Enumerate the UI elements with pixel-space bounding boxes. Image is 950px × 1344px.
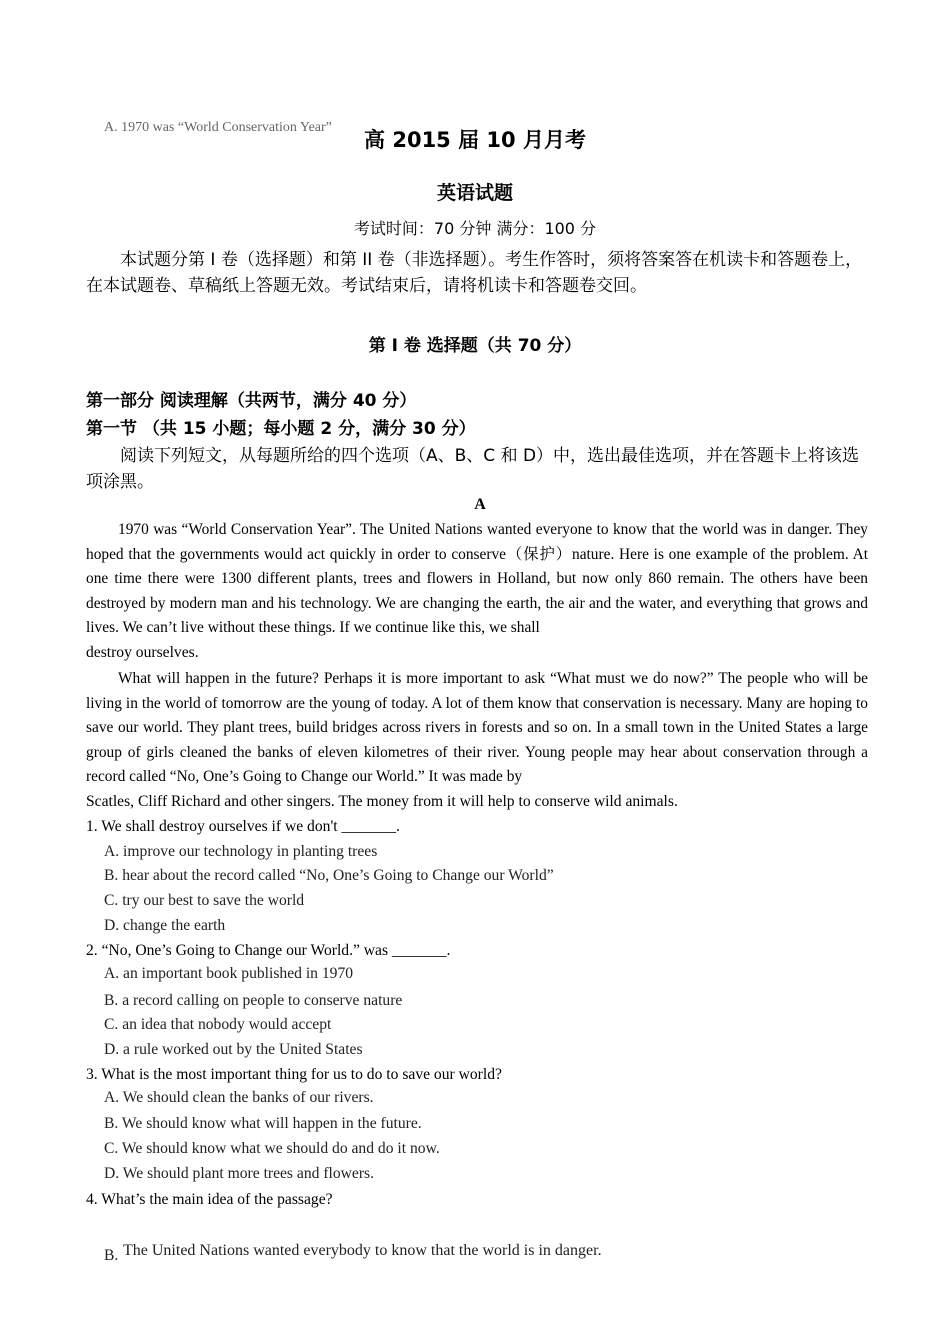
- ghost-option-text: A. 1970 was “World Conservation Year”: [104, 120, 332, 135]
- question-2-option-c: C. an idea that nobody would accept: [104, 1016, 332, 1033]
- question-3-option-d: D. We should plant more trees and flowers.: [104, 1165, 374, 1182]
- question-1-option-a: A. improve our technology in planting trees: [104, 843, 378, 860]
- question-1-option-c: C. try our best to save the world: [104, 892, 305, 909]
- question-1-stem: 1. We shall destroy ourselves if we don't _______.: [86, 818, 400, 835]
- section-title: 第 I 卷 选择题（共 70 分）: [368, 336, 582, 356]
- question-3-option-a: A. We should clean the banks of our rivers.: [104, 1089, 374, 1106]
- question-2-option-d: D. a rule worked out by the United States: [104, 1041, 363, 1058]
- question-2-option-a: A. an important book published in 1970: [104, 965, 354, 982]
- exam-info: 考试时间：70 分钟 满分：100 分: [353, 219, 597, 238]
- passage-paragraph-1: 1970 was “World Conservation Year”. The United Nations wanted everyone to know that the world was in danger. They hoped that the governments would act quickly in order to conserve（保护）nature. Here is one example of the problem. At one time there were 1300 different plants, trees and flowers in Holland, but now only 860 remain. The others have been destroyed by modern man and his technology. We are changing the earth, the air and the water, and everything that grows and lives. We can’t live without these things. If we continue like this, we shall: [86, 521, 868, 637]
- question-4-option-b-text: The United Nations wanted everybody to know that the world is in danger.: [123, 1242, 602, 1259]
- question-3-stem: 3. What is the most important thing for us to do to save our world?: [86, 1066, 502, 1083]
- exam-instructions: 本试题分第 I 卷（选择题）和第 II 卷（非选择题）。考生作答时，须将答案答在机读卡和答题卷上，在本试题卷、草稿纸上答题无效。考试结束后，请将机读卡和答题卷交回。: [86, 250, 863, 296]
- subject-title: 英语试题: [436, 182, 513, 204]
- question-1-option-b: B. hear about the record called “No, One’s Going to Change our World”: [104, 867, 554, 884]
- part-title: 第一部分 阅读理解（共两节，满分 40 分）: [86, 391, 417, 411]
- exam-title: 高 2015 届 10 月月考: [364, 128, 586, 152]
- question-1-option-d: D. change the earth: [104, 917, 226, 934]
- question-3-option-c: C. We should know what we should do and do it now.: [104, 1140, 440, 1157]
- question-2-option-b: B. a record calling on people to conserve nature: [104, 992, 403, 1009]
- question-3-option-b: B. We should know what will happen in the future.: [104, 1115, 422, 1132]
- question-4-stem: 4. What’s the main idea of the passage?: [86, 1191, 333, 1208]
- passage-paragraph-2: What will happen in the future? Perhaps it is more important to ask “What must we do now?” The people who will be living in the world of tomorrow are the young of today. A lot of them know that conservation is necessary. Many are hoping to save our world. They plant trees, build bridges across rivers in forests and so on. In a small town in the United States a large group of girls cleaned the banks of eleven kilometres of their river. Young people may hear about conservation through a record called “No, One’s Going to Change our World.” It was made by: [86, 670, 868, 786]
- passage-paragraph-1-tail: destroy ourselves.: [86, 644, 199, 661]
- question-4-option-b-letter: B.: [104, 1247, 119, 1264]
- question-2-stem: 2. “No, One’s Going to Change our World.” was _______.: [86, 942, 451, 959]
- passage-paragraph-2-tail: Scatles, Cliff Richard and other singers. The money from it will help to conserve wild animals.: [86, 793, 678, 810]
- passage-label: A: [474, 496, 486, 513]
- directions: 阅读下列短文，从每题所给的四个选项（A、B、C 和 D）中，选出最佳选项，并在答题卡上将该选项涂黑。: [86, 446, 860, 492]
- subsection-title: 第一节 （共 15 小题；每小题 2 分，满分 30 分）: [86, 419, 476, 439]
